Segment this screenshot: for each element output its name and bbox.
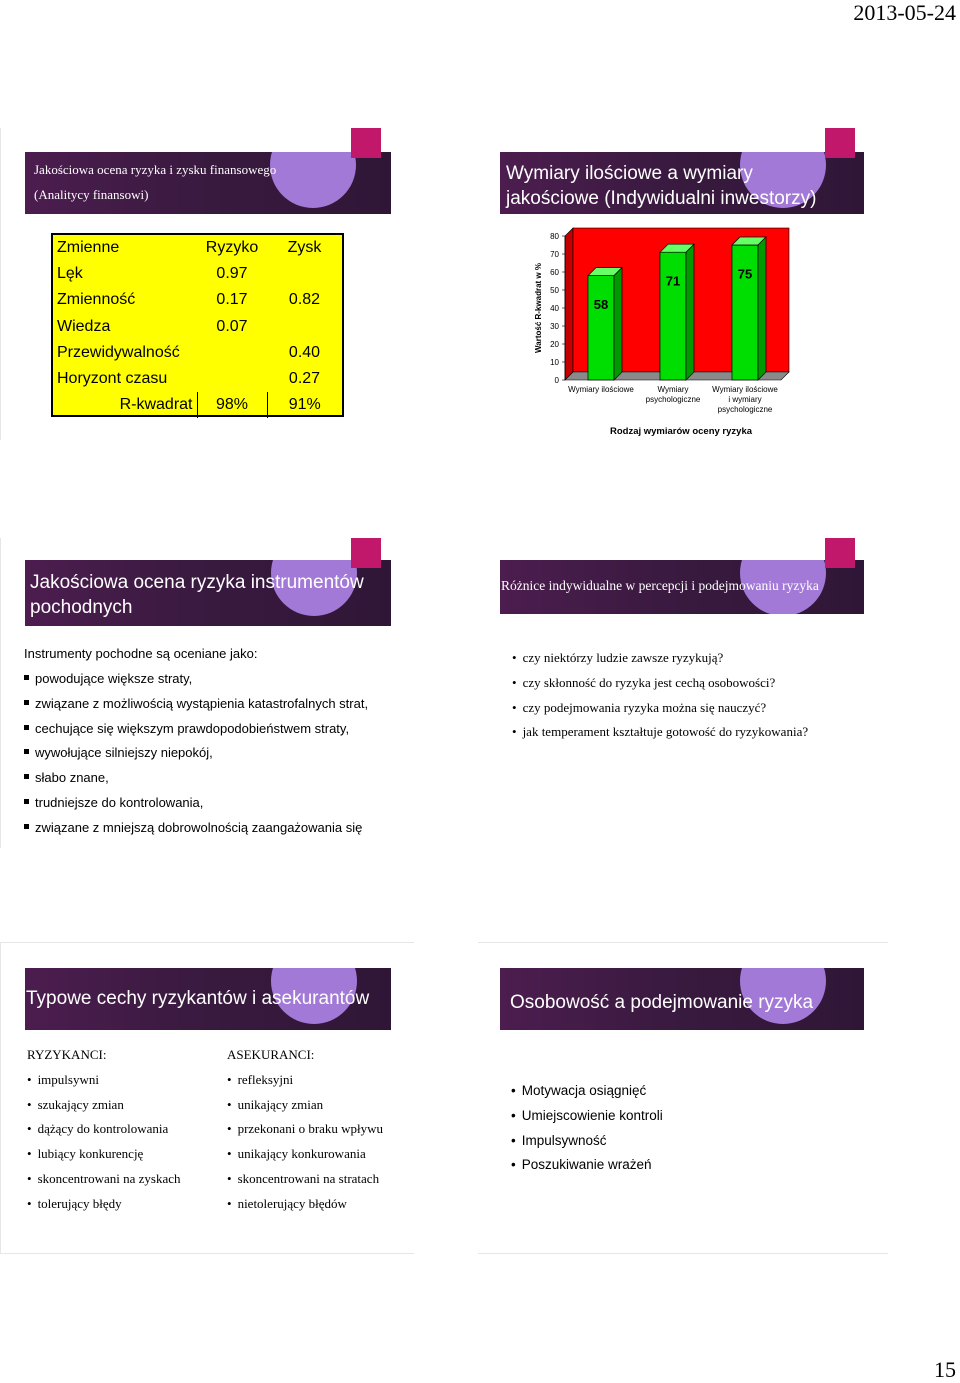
data-label: 71 (665, 273, 681, 289)
list-item-text: powodujące większe straty, (35, 671, 193, 686)
slide-border (478, 1253, 888, 1254)
x-tick-label: Wymiary (657, 385, 689, 394)
table-cell: 0.17 (216, 291, 248, 309)
list-item: • skoncentrowani na zyskach (27, 1171, 181, 1187)
table-row (53, 287, 342, 313)
table-cell: Horyzont czasu (57, 370, 168, 388)
slide-border (478, 942, 888, 943)
risk-averse-header: ASEKURANCI: (227, 1047, 315, 1062)
table-cell: 91% (288, 396, 321, 414)
decorative-circle (270, 152, 356, 208)
x-axis-title: Rodzaj wymiarów oceny ryzyka (609, 426, 753, 437)
list-item: • nietolerujący błędów (227, 1196, 347, 1212)
table-cell: 0.40 (288, 343, 321, 361)
list-item (24, 721, 349, 736)
list-item: • tolerujący błędy (27, 1196, 122, 1212)
slide1-title-bar (25, 152, 391, 214)
risk-takers-header: RYZYKANCI: (27, 1047, 107, 1062)
x-tick-label: psychologiczne (717, 405, 773, 414)
list-item: • Umiejscowienie kontroli (511, 1108, 663, 1123)
slide5-title: Typowe cechy ryzykantów i asekurantów (26, 988, 370, 1009)
list-item: • lubiący konkurencję (27, 1146, 143, 1162)
data-label: 58 (593, 297, 609, 312)
list-item: • Poszukiwanie wrażeń (511, 1157, 652, 1172)
y-tick-label: 10 (550, 358, 559, 367)
y-tick-label: 50 (550, 286, 559, 295)
table-cell: 98% (197, 392, 267, 418)
accent-square (351, 538, 381, 568)
table-header-cell: Zmienne (57, 239, 120, 257)
list-item: • przekonani o braku wpływu (227, 1121, 383, 1137)
x-tick-label: psychologiczne (645, 395, 701, 404)
y-tick-label: 0 (554, 376, 559, 385)
bullet-square-icon (24, 774, 29, 779)
table-cell: Wiedza (57, 317, 111, 335)
x-tick-label: Wymiary ilościowe (712, 385, 778, 394)
bullet-square-icon (24, 749, 29, 754)
list-item: • unikający konkurowania (227, 1146, 366, 1162)
chart-side-wall (565, 228, 573, 380)
table-cell (197, 366, 267, 392)
table-cell: 0.07 (216, 317, 248, 335)
table-row (53, 392, 342, 418)
risk-return-table (51, 233, 344, 417)
bar (732, 245, 758, 380)
table-cell: 0.97 (216, 265, 248, 283)
slide-border (0, 538, 1, 848)
bullet-square-icon (24, 799, 29, 804)
list-item: • czy skłonność do ryzyka jest cechą osobowości? (512, 675, 775, 691)
table-cell: Lęk (57, 265, 83, 283)
list-item-text: trudniejsze do kontrolowania, (35, 795, 204, 810)
list-item-text: związane z mniejszą dobrowolnością zaangażowania się (35, 820, 363, 835)
slide3-title-line1: Jakościowa ocena ryzyka instrumentów (30, 572, 364, 593)
table-cell: Zmienność (57, 291, 136, 309)
table-cell (267, 314, 342, 340)
slide3-title-bar (25, 560, 391, 626)
slide-border (0, 1253, 414, 1254)
y-tick-label: 20 (550, 340, 559, 349)
x-tick-label: Wymiary ilościowe (568, 385, 634, 394)
bar (660, 252, 686, 380)
header-date: 2013-05-24 (853, 0, 956, 25)
slide2-title-bar (500, 152, 864, 214)
slide1-title-line2: (Analitycy finansowi) (34, 187, 149, 202)
table-row (53, 366, 342, 392)
table-row (53, 340, 342, 366)
list-item (24, 671, 192, 686)
table-cell (267, 261, 342, 287)
table-cell (197, 340, 267, 366)
slide1-title-line1: Jakościowa ocena ryzyka i zysku finansowego (34, 162, 277, 177)
list-item: • skoncentrowani na stratach (227, 1171, 379, 1187)
slide-border (0, 942, 1, 1254)
table-header-cell: Ryzyko (205, 239, 259, 257)
table-row (53, 261, 342, 287)
y-tick-label: 30 (550, 322, 559, 331)
list-item (24, 745, 213, 760)
bar-side (686, 244, 694, 380)
x-tick-label: i wymiary (728, 395, 762, 404)
list-item: • Impulsywność (511, 1133, 607, 1148)
list-item (24, 770, 109, 785)
accent-square (825, 128, 855, 158)
slide3-intro: Instrumenty pochodne są oceniane jako: (24, 646, 258, 661)
y-tick-label: 40 (550, 304, 559, 313)
slide4-title-bar (500, 560, 864, 614)
bullet-square-icon (24, 700, 29, 705)
table-header-cell: Zysk (287, 239, 322, 257)
y-tick-label: 70 (550, 250, 559, 259)
list-item-text: słabo znane, (35, 770, 109, 785)
list-item: • czy podejmowania ryzyka można się nauczyć? (512, 700, 766, 716)
list-item: • unikający zmian (227, 1097, 323, 1113)
slide6-title: Osobowość a podejmowanie ryzyka (510, 992, 814, 1013)
bar-chart (520, 222, 800, 444)
list-item: • czy niektórzy ludzie zawsze ryzykują? (512, 650, 723, 666)
table-header-row (53, 235, 342, 261)
accent-square (825, 538, 855, 568)
y-axis-title: Wartość R-kwadrat w % (534, 263, 543, 353)
bar-side (614, 268, 622, 380)
list-item: • szukający zmian (27, 1097, 124, 1113)
list-item: • impulsywni (27, 1072, 99, 1088)
slide2-title-line1: Wymiary ilościowe a wymiary (506, 163, 753, 184)
slide6-title-bar (500, 968, 864, 1030)
y-tick-label: 60 (550, 268, 559, 277)
list-item (24, 696, 368, 711)
slide3-title-line2: pochodnych (30, 597, 133, 618)
slide-border (0, 942, 414, 943)
bullet-square-icon (24, 824, 29, 829)
list-item (24, 820, 362, 835)
list-item: • dążący do kontrolowania (27, 1121, 168, 1137)
list-item-text: cechujące się większym prawdopodobieństwem straty, (35, 721, 350, 736)
table-cell: R-kwadrat (53, 392, 197, 418)
data-label: 75 (737, 266, 753, 282)
accent-square (351, 128, 381, 158)
slide5-title-bar (25, 968, 391, 1030)
list-item (24, 795, 203, 810)
slide4-title: Różnice indywidualne w percepcji i podejmowaniu ryzyka (501, 578, 819, 593)
slide2-title-line2: jakościowe (Indywidualni inwestorzy) (506, 188, 817, 209)
bullet-square-icon (24, 725, 29, 730)
bar-side (758, 237, 766, 380)
list-item: • Motywacja osiągnięć (511, 1083, 646, 1098)
table-cell: Przewidywalność (57, 343, 180, 361)
list-item: • jak temperament kształtuje gotowość do ryzykowania? (512, 724, 808, 740)
table-cell: 0.27 (288, 370, 321, 388)
list-item-text: związane z możliwością wystąpienia katastrofalnych strat, (35, 696, 369, 711)
slide-border (0, 128, 1, 440)
bar (588, 276, 614, 380)
y-tick-label: 80 (550, 232, 559, 241)
list-item-text: wywołujące silniejszy niepokój, (35, 745, 213, 760)
table-cell: 0.82 (288, 291, 321, 309)
page-number: 15 (934, 1357, 956, 1382)
list-item: • refleksyjni (227, 1072, 293, 1088)
bullet-square-icon (24, 675, 29, 680)
table-row (53, 314, 342, 340)
